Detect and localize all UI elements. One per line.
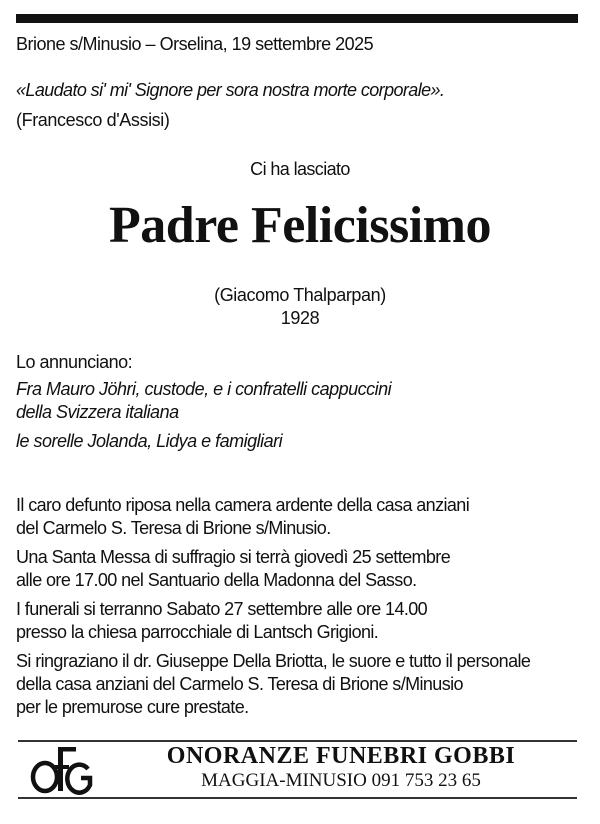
top-rule xyxy=(16,14,578,23)
paragraph-line: Il caro defunto riposa nella camera ardente della casa anziani xyxy=(16,495,470,515)
paragraph-line: Si ringraziano il dr. Giuseppe Della Briotta, le suore e tutto il personale xyxy=(16,651,531,671)
paragraph-funeral xyxy=(16,598,530,644)
announcer-line: Fra Mauro Jöhri, custode, e i confratelli cappuccini xyxy=(16,379,392,399)
quote: «Laudato si' mi' Signore per sora nostra morte corporale». xyxy=(16,80,445,100)
paragraph-thanks xyxy=(16,650,530,719)
paragraph-line: del Carmelo S. Teresa di Brione s/Minusio. xyxy=(16,518,331,538)
funeral-home-contact: MAGGIA-MINUSIO 091 753 23 65 xyxy=(201,770,481,791)
footer-top-rule xyxy=(18,740,577,742)
paragraph-mass xyxy=(16,546,530,592)
deceased-details xyxy=(0,284,600,330)
paragraph-line: per le premurose cure prestate. xyxy=(16,697,249,717)
intro-text: Ci ha lasciato xyxy=(250,159,350,179)
quote-author: (Francesco d'Assisi) xyxy=(16,110,170,130)
birth-year: 1928 xyxy=(280,308,320,328)
body-text xyxy=(16,494,530,725)
ofg-monogram-logo-icon xyxy=(28,743,100,795)
paragraph-line: presso la chiesa parrocchiale di Lantsch Grigioni. xyxy=(16,622,379,642)
place-date: Brione s/Minusio – Orselina, 19 settembre 2025 xyxy=(16,34,374,54)
paragraph-line: I funerali si terranno Sabato 27 settembre alle ore 14.00 xyxy=(16,599,428,619)
footer-bottom-rule xyxy=(18,797,577,799)
paragraph-line: Una Santa Messa di suffragio si terrà giovedì 25 settembre xyxy=(16,547,451,567)
funeral-home-name: ONORANZE FUNEBRI GOBBI xyxy=(166,743,516,769)
announcers-label: Lo annunciano: xyxy=(16,352,133,372)
paragraph-line: della casa anziani del Carmelo S. Teresa di Brione s/Minusio xyxy=(16,674,463,694)
deceased-name: Padre Felicissimo xyxy=(109,197,491,254)
announcers-section xyxy=(16,351,391,453)
announcer-line: della Svizzera italiana xyxy=(16,402,179,422)
announcer-line: le sorelle Jolanda, Lidya e famigliari xyxy=(16,431,283,451)
paragraph-viewing xyxy=(16,494,530,540)
paragraph-line: alle ore 17.00 nel Santuario della Madonna del Sasso. xyxy=(16,570,417,590)
birth-name: (Giacomo Thalparpan) xyxy=(214,285,386,305)
